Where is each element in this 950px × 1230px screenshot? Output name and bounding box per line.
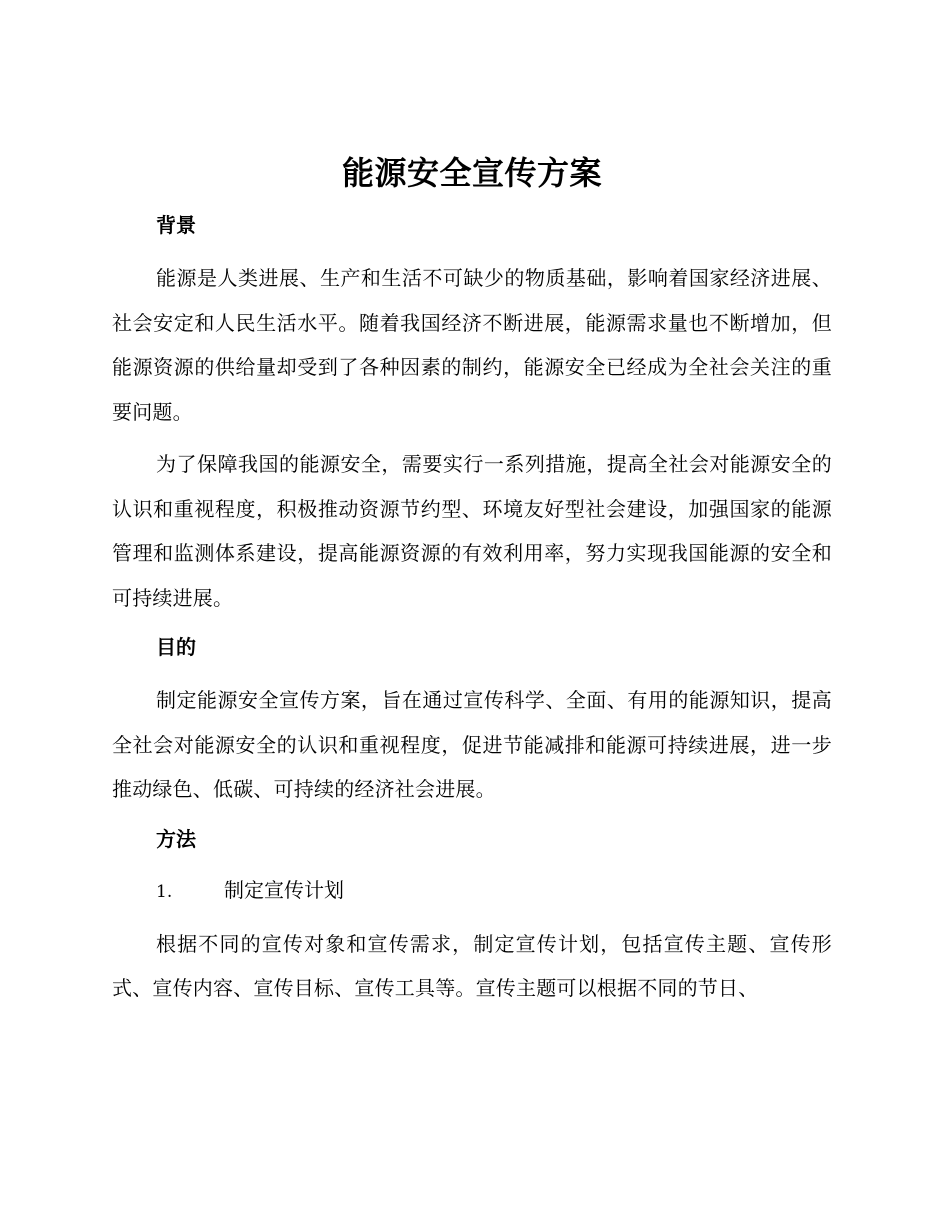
paragraph: 制定能源安全宣传方案，旨在通过宣传科学、全面、有用的能源知识，提高全社会对能源安全的认识和重视程度，促进节能减排和能源可持续进展，进一步推动绿色、低碳、可持续的经济社会进展。 (112, 688, 832, 801)
list-item (112, 870, 832, 912)
section-heading-method: 方法 (156, 826, 196, 851)
section-heading-background: 背景 (156, 213, 196, 237)
section-heading-purpose: 目的 (156, 635, 196, 659)
paragraph: 为了保障我国的能源安全，需要实行一系列措施，提高全社会对能源安全的认识和重视程度，积极推动资源节约型、环境友好型社会建设，加强国家的能源管理和监测体系建设，提高能源资源的有效利用率，努力实现我国能源的安全和可持续进展。 (112, 452, 832, 610)
list-item-label: 制定宣传计划 (224, 877, 344, 902)
section-purpose (112, 628, 832, 812)
section-background (112, 206, 832, 620)
document-body (112, 150, 832, 1019)
document-title: 能源安全宣传方案 (341, 154, 602, 192)
paragraph: 根据不同的宣传对象和宣传需求，制定宣传计划，包括宣传主题、宣传形式、宣传内容、宣传目标、宣传工具等。宣传主题可以根据不同的节日、 (112, 931, 832, 1000)
section-method (112, 820, 832, 1011)
paragraph: 能源是人类进展、生产和生活不可缺少的物质基础，影响着国家经济进展、社会安定和人民生活水平。随着我国经济不断进展，能源需求量也不断增加，但能源资源的供给量却受到了各种因素的制约，能源安全已经成为全社会关注的重要问题。 (112, 266, 832, 424)
list-item-number: 1. (156, 881, 173, 902)
